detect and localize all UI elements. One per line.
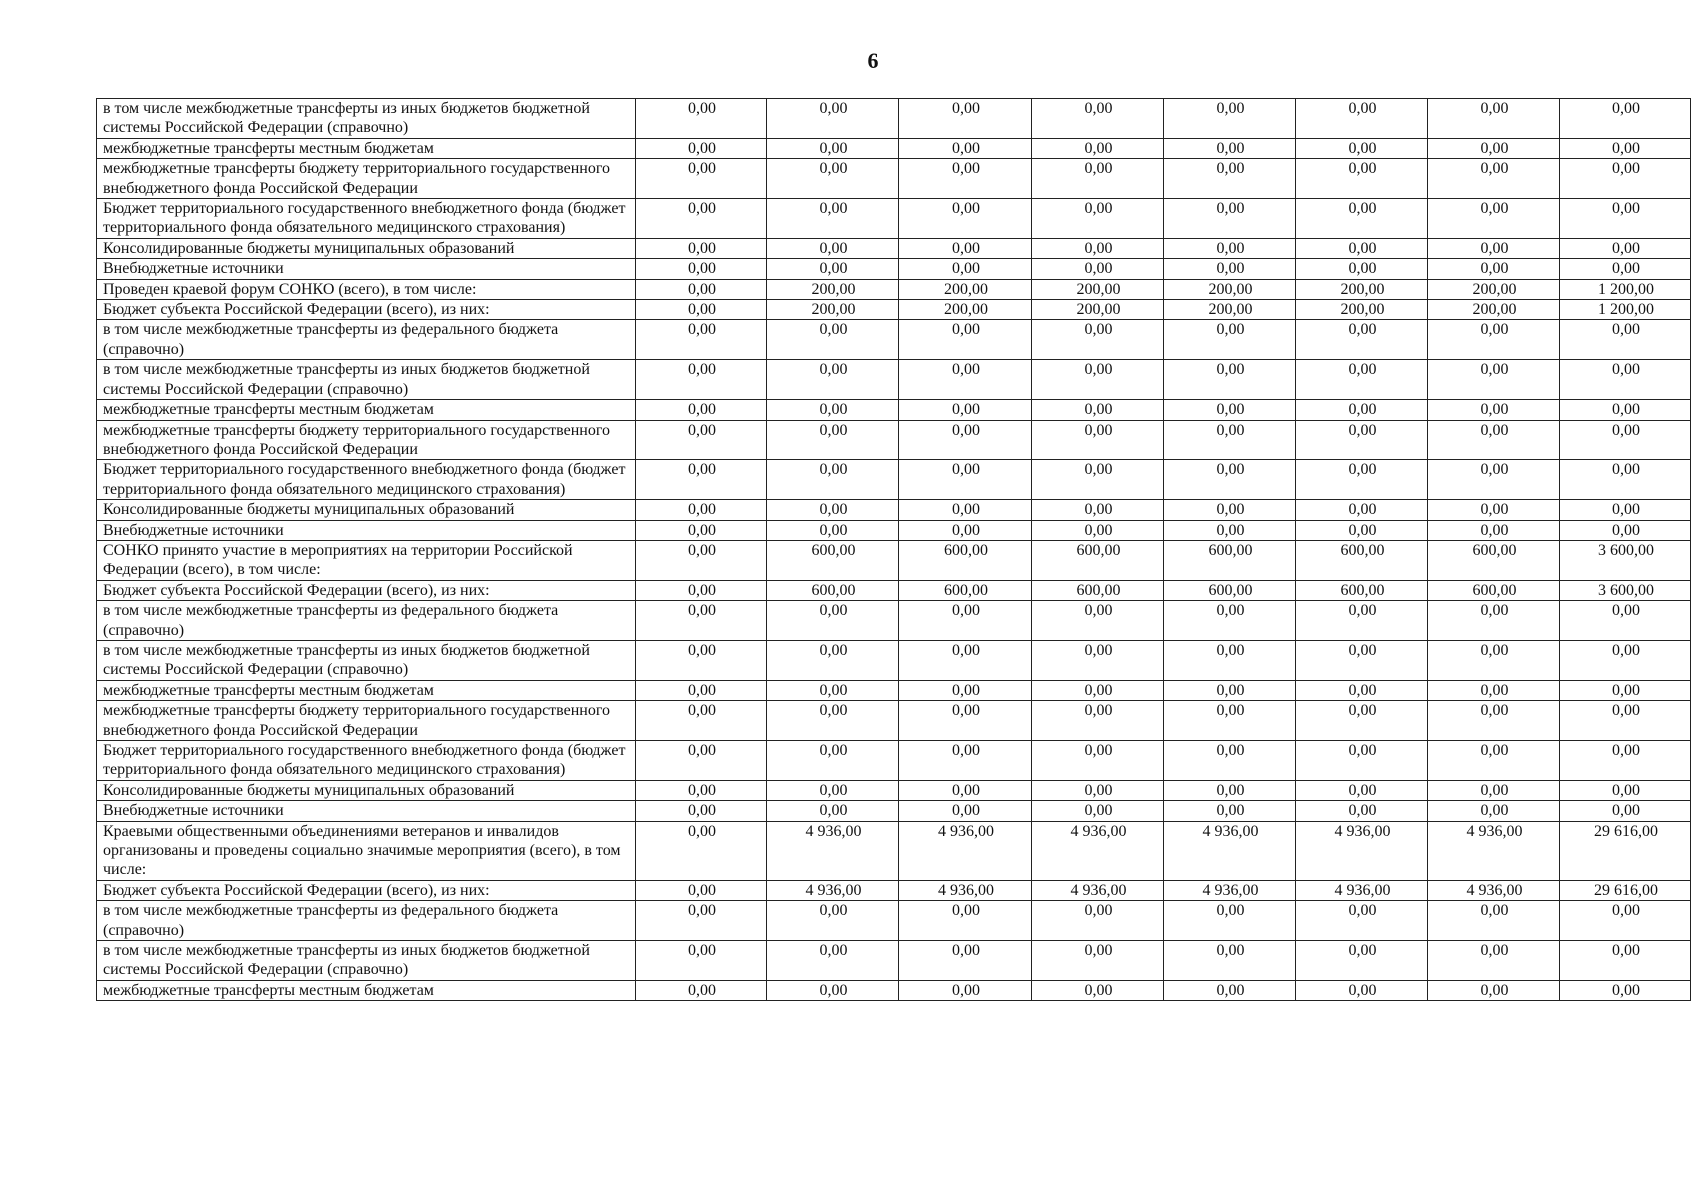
row-label: Консолидированные бюджеты муниципальных образований [97,780,636,800]
table-row [97,199,1691,239]
row-value: 0,00 [767,460,899,500]
row-value: 0,00 [1560,320,1691,360]
row-value: 0,00 [1032,460,1164,500]
row-value: 0,00 [1032,320,1164,360]
row-value: 0,00 [636,138,767,158]
row-value: 0,00 [1032,941,1164,981]
row-value: 0,00 [1428,640,1560,680]
row-value: 0,00 [1560,360,1691,400]
row-value: 0,00 [1428,901,1560,941]
row-value: 29 616,00 [1560,821,1691,880]
row-value: 0,00 [1164,360,1296,400]
table-row [97,300,1691,320]
row-value: 0,00 [1296,259,1428,279]
row-value: 0,00 [767,420,899,460]
row-value: 0,00 [899,801,1032,821]
row-value: 0,00 [636,159,767,199]
row-label: Бюджет субъекта Российской Федерации (всего), из них: [97,580,636,600]
row-value: 0,00 [767,941,899,981]
row-value: 0,00 [899,741,1032,781]
row-value: 0,00 [1560,801,1691,821]
row-value: 0,00 [1428,780,1560,800]
row-value: 0,00 [1428,238,1560,258]
row-label: межбюджетные трансферты бюджету территориального государственного внебюджетного фонда Российской Федерации [97,159,636,199]
row-value: 0,00 [1560,520,1691,540]
row-value: 0,00 [1164,99,1296,139]
row-label: Бюджет территориального государственного внебюджетного фонда (бюджет территориального фонда обязательного медицинского страхования) [97,741,636,781]
row-value: 0,00 [1560,400,1691,420]
table-row [97,500,1691,520]
table-row [97,159,1691,199]
row-value: 0,00 [1428,138,1560,158]
row-value: 0,00 [1032,980,1164,1000]
row-value: 0,00 [1296,138,1428,158]
row-value: 600,00 [1296,540,1428,580]
row-value: 0,00 [1164,500,1296,520]
row-value: 0,00 [1164,601,1296,641]
row-value: 0,00 [1032,780,1164,800]
row-value: 0,00 [636,238,767,258]
row-value: 0,00 [1296,199,1428,239]
row-value: 0,00 [1296,400,1428,420]
row-value: 0,00 [1560,259,1691,279]
row-value: 4 936,00 [1032,880,1164,900]
row-label: в том числе межбюджетные трансферты из федерального бюджета (справочно) [97,901,636,941]
row-value: 0,00 [1164,980,1296,1000]
row-value: 200,00 [767,300,899,320]
row-value: 4 936,00 [767,821,899,880]
row-value: 200,00 [899,279,1032,299]
table-row [97,780,1691,800]
row-value: 0,00 [899,138,1032,158]
row-value: 0,00 [899,460,1032,500]
row-value: 0,00 [636,801,767,821]
row-value: 4 936,00 [1428,880,1560,900]
row-value: 0,00 [767,701,899,741]
row-value: 200,00 [1164,279,1296,299]
row-value: 0,00 [899,640,1032,680]
row-value: 0,00 [767,780,899,800]
row-value: 0,00 [636,279,767,299]
row-value: 0,00 [1560,460,1691,500]
row-value: 0,00 [1032,238,1164,258]
row-value: 0,00 [1164,320,1296,360]
budget-table [96,98,1691,1001]
row-value: 600,00 [899,540,1032,580]
row-value: 0,00 [636,300,767,320]
row-label: межбюджетные трансферты местным бюджетам [97,138,636,158]
table-row [97,880,1691,900]
row-value: 0,00 [1428,360,1560,400]
row-label: межбюджетные трансферты бюджету территориального государственного внебюджетного фонда Российской Федерации [97,420,636,460]
row-label: Консолидированные бюджеты муниципальных образований [97,238,636,258]
table-row [97,520,1691,540]
row-value: 29 616,00 [1560,880,1691,900]
row-value: 0,00 [899,601,1032,641]
row-value: 0,00 [1560,901,1691,941]
row-value: 0,00 [1032,640,1164,680]
row-value: 0,00 [1296,701,1428,741]
row-value: 0,00 [767,640,899,680]
row-label: в том числе межбюджетные трансферты из иных бюджетов бюджетной системы Российской Федерации (справочно) [97,640,636,680]
row-value: 600,00 [767,540,899,580]
row-value: 0,00 [1164,941,1296,981]
row-value: 0,00 [899,99,1032,139]
row-value: 0,00 [1428,701,1560,741]
row-value: 0,00 [1296,901,1428,941]
row-value: 0,00 [636,741,767,781]
row-value: 0,00 [636,701,767,741]
row-value: 4 936,00 [1296,880,1428,900]
row-label: межбюджетные трансферты местным бюджетам [97,980,636,1000]
row-value: 0,00 [1164,801,1296,821]
row-label: межбюджетные трансферты бюджету территориального государственного внебюджетного фонда Российской Федерации [97,701,636,741]
table-row [97,259,1691,279]
row-value: 0,00 [1032,500,1164,520]
row-value: 0,00 [636,400,767,420]
row-label: Консолидированные бюджеты муниципальных образований [97,500,636,520]
row-value: 0,00 [1560,159,1691,199]
row-value: 4 936,00 [1032,821,1164,880]
row-value: 0,00 [1428,980,1560,1000]
row-value: 0,00 [636,901,767,941]
row-value: 0,00 [767,741,899,781]
row-value: 0,00 [1296,741,1428,781]
page-number: 6 [867,48,879,73]
table-row [97,320,1691,360]
row-value: 0,00 [899,901,1032,941]
table-row [97,360,1691,400]
table-row [97,279,1691,299]
row-value: 0,00 [767,159,899,199]
table-row [97,640,1691,680]
row-value: 0,00 [636,821,767,880]
row-value: 0,00 [1164,640,1296,680]
row-value: 0,00 [1296,680,1428,700]
table-row [97,580,1691,600]
row-value: 0,00 [1560,980,1691,1000]
row-value: 200,00 [767,279,899,299]
row-label: Бюджет субъекта Российской Федерации (всего), из них: [97,880,636,900]
row-value: 0,00 [767,680,899,700]
row-value: 0,00 [899,980,1032,1000]
row-value: 0,00 [767,520,899,540]
row-value: 0,00 [1428,259,1560,279]
row-value: 0,00 [899,680,1032,700]
row-value: 0,00 [1428,741,1560,781]
row-value: 0,00 [767,99,899,139]
row-value: 0,00 [899,360,1032,400]
row-value: 0,00 [1560,99,1691,139]
row-value: 0,00 [636,259,767,279]
row-value: 0,00 [899,500,1032,520]
row-value: 0,00 [1560,780,1691,800]
row-label: в том числе межбюджетные трансферты из иных бюджетов бюджетной системы Российской Федерации (справочно) [97,941,636,981]
table-row [97,400,1691,420]
row-value: 0,00 [1032,601,1164,641]
row-value: 1 200,00 [1560,279,1691,299]
row-value: 0,00 [1032,420,1164,460]
row-value: 0,00 [1032,199,1164,239]
row-value: 3 600,00 [1560,580,1691,600]
row-value: 600,00 [1428,580,1560,600]
row-value: 600,00 [1296,580,1428,600]
row-value: 0,00 [1032,360,1164,400]
row-value: 0,00 [636,540,767,580]
row-value: 0,00 [767,801,899,821]
row-label: Проведен краевой форум СОНКО (всего), в том числе: [97,279,636,299]
row-value: 4 936,00 [767,880,899,900]
row-value: 0,00 [1032,680,1164,700]
row-value: 0,00 [636,880,767,900]
row-value: 0,00 [1164,238,1296,258]
row-value: 0,00 [636,941,767,981]
table-row [97,680,1691,700]
row-value: 0,00 [1164,138,1296,158]
row-value: 0,00 [1560,741,1691,781]
row-value: 0,00 [1032,99,1164,139]
row-value: 0,00 [636,580,767,600]
table-row [97,460,1691,500]
row-value: 0,00 [1296,640,1428,680]
row-value: 0,00 [1428,941,1560,981]
row-value: 0,00 [1560,701,1691,741]
row-value: 200,00 [1428,300,1560,320]
row-value: 0,00 [1032,259,1164,279]
row-value: 0,00 [1032,138,1164,158]
row-value: 0,00 [1428,159,1560,199]
row-value: 0,00 [767,360,899,400]
row-label: Внебюджетные источники [97,259,636,279]
row-value: 0,00 [1296,99,1428,139]
table-row [97,601,1691,641]
row-value: 0,00 [1428,680,1560,700]
row-label: Бюджет территориального государственного внебюджетного фонда (бюджет территориального фонда обязательного медицинского страхования) [97,199,636,239]
row-value: 0,00 [1296,780,1428,800]
row-value: 0,00 [899,400,1032,420]
row-value: 0,00 [1560,680,1691,700]
row-value: 0,00 [1164,199,1296,239]
table-body [97,99,1691,1001]
row-value: 0,00 [1560,640,1691,680]
row-value: 600,00 [1428,540,1560,580]
row-label: Бюджет территориального государственного внебюджетного фонда (бюджет территориального фонда обязательного медицинского страхования) [97,460,636,500]
row-value: 0,00 [1032,801,1164,821]
row-value: 600,00 [1032,580,1164,600]
row-label: в том числе межбюджетные трансферты из федерального бюджета (справочно) [97,320,636,360]
row-value: 0,00 [636,360,767,400]
row-label: Внебюджетные источники [97,520,636,540]
table-row [97,99,1691,139]
row-value: 0,00 [1296,460,1428,500]
row-label: в том числе межбюджетные трансферты из федерального бюджета (справочно) [97,601,636,641]
row-value: 0,00 [1164,520,1296,540]
row-value: 0,00 [1560,199,1691,239]
row-value: 0,00 [1428,801,1560,821]
row-value: 0,00 [636,460,767,500]
row-label: в том числе межбюджетные трансферты из иных бюджетов бюджетной системы Российской Федерации (справочно) [97,99,636,139]
row-value: 0,00 [1560,238,1691,258]
row-value: 200,00 [1032,279,1164,299]
row-value: 0,00 [1164,741,1296,781]
row-value: 0,00 [767,199,899,239]
row-value: 0,00 [767,320,899,360]
row-value: 0,00 [1296,360,1428,400]
row-value: 0,00 [767,400,899,420]
row-value: 1 200,00 [1560,300,1691,320]
table-row [97,701,1691,741]
row-value: 4 936,00 [1164,821,1296,880]
row-label: межбюджетные трансферты местным бюджетам [97,400,636,420]
row-value: 0,00 [1296,320,1428,360]
row-value: 4 936,00 [899,821,1032,880]
row-value: 0,00 [636,199,767,239]
row-value: 0,00 [767,901,899,941]
row-label: Краевыми общественными объединениями ветеранов и инвалидов организованы и проведены социально значимые мероприятия (всего), в том числе: [97,821,636,880]
row-value: 4 936,00 [1428,821,1560,880]
row-value: 200,00 [1032,300,1164,320]
table-row [97,420,1691,460]
row-value: 0,00 [899,259,1032,279]
row-value: 0,00 [899,780,1032,800]
row-value: 0,00 [1296,420,1428,460]
row-value: 0,00 [1560,138,1691,158]
row-value: 0,00 [1296,500,1428,520]
row-value: 0,00 [1164,460,1296,500]
row-value: 200,00 [1164,300,1296,320]
row-value: 0,00 [1032,701,1164,741]
row-value: 0,00 [1164,901,1296,941]
row-value: 200,00 [1428,279,1560,299]
table-row [97,138,1691,158]
row-value: 0,00 [1164,159,1296,199]
row-value: 0,00 [899,238,1032,258]
row-value: 4 936,00 [899,880,1032,900]
row-value: 0,00 [899,420,1032,460]
row-value: 0,00 [1428,500,1560,520]
row-value: 0,00 [1296,601,1428,641]
row-label: межбюджетные трансферты местным бюджетам [97,680,636,700]
row-value: 0,00 [1296,941,1428,981]
row-value: 0,00 [1428,320,1560,360]
row-value: 0,00 [1296,238,1428,258]
row-value: 0,00 [899,520,1032,540]
row-value: 0,00 [1560,420,1691,460]
table-row [97,941,1691,981]
row-value: 0,00 [1164,701,1296,741]
row-value: 0,00 [1296,801,1428,821]
row-value: 600,00 [1164,540,1296,580]
row-value: 0,00 [1164,420,1296,460]
row-label: Бюджет субъекта Российской Федерации (всего), из них: [97,300,636,320]
row-value: 0,00 [1164,400,1296,420]
row-value: 0,00 [899,199,1032,239]
row-label: Внебюджетные источники [97,801,636,821]
row-value: 200,00 [899,300,1032,320]
row-value: 600,00 [899,580,1032,600]
row-value: 0,00 [899,320,1032,360]
table-row [97,901,1691,941]
row-value: 0,00 [899,941,1032,981]
table-row [97,741,1691,781]
row-value: 0,00 [767,500,899,520]
row-value: 600,00 [1032,540,1164,580]
row-value: 0,00 [636,520,767,540]
row-value: 0,00 [767,259,899,279]
row-value: 0,00 [1428,400,1560,420]
row-value: 0,00 [1296,980,1428,1000]
row-value: 0,00 [1428,199,1560,239]
row-value: 0,00 [1032,159,1164,199]
row-value: 0,00 [1032,520,1164,540]
row-value: 0,00 [899,159,1032,199]
row-label: в том числе межбюджетные трансферты из иных бюджетов бюджетной системы Российской Федерации (справочно) [97,360,636,400]
row-value: 0,00 [1296,520,1428,540]
row-value: 0,00 [636,680,767,700]
row-value: 0,00 [1428,520,1560,540]
row-value: 0,00 [1296,159,1428,199]
table-row [97,540,1691,580]
row-value: 0,00 [899,701,1032,741]
row-value: 0,00 [636,780,767,800]
row-value: 0,00 [636,99,767,139]
row-value: 0,00 [767,601,899,641]
row-value: 600,00 [1164,580,1296,600]
row-value: 0,00 [1032,741,1164,781]
row-value: 0,00 [1560,601,1691,641]
row-label: СОНКО принято участие в мероприятиях на территории Российской Федерации (всего), в том числе: [97,540,636,580]
row-value: 0,00 [1164,259,1296,279]
row-value: 200,00 [1296,300,1428,320]
row-value: 0,00 [636,420,767,460]
row-value: 0,00 [636,980,767,1000]
table-row [97,801,1691,821]
row-value: 0,00 [1428,99,1560,139]
row-value: 0,00 [1428,420,1560,460]
row-value: 0,00 [636,640,767,680]
row-value: 0,00 [636,500,767,520]
row-value: 0,00 [767,980,899,1000]
row-value: 4 936,00 [1296,821,1428,880]
row-value: 0,00 [1164,780,1296,800]
table-row [97,980,1691,1000]
row-value: 3 600,00 [1560,540,1691,580]
row-value: 0,00 [1164,680,1296,700]
row-value: 0,00 [636,320,767,360]
row-value: 200,00 [1296,279,1428,299]
row-value: 0,00 [1428,460,1560,500]
row-value: 0,00 [767,238,899,258]
row-value: 0,00 [1032,400,1164,420]
row-value: 0,00 [767,138,899,158]
row-value: 600,00 [767,580,899,600]
row-value: 0,00 [1560,941,1691,981]
row-value: 0,00 [1428,601,1560,641]
table-row [97,821,1691,880]
table-row [97,238,1691,258]
row-value: 4 936,00 [1164,880,1296,900]
row-value: 0,00 [1032,901,1164,941]
row-value: 0,00 [636,601,767,641]
row-value: 0,00 [1560,500,1691,520]
